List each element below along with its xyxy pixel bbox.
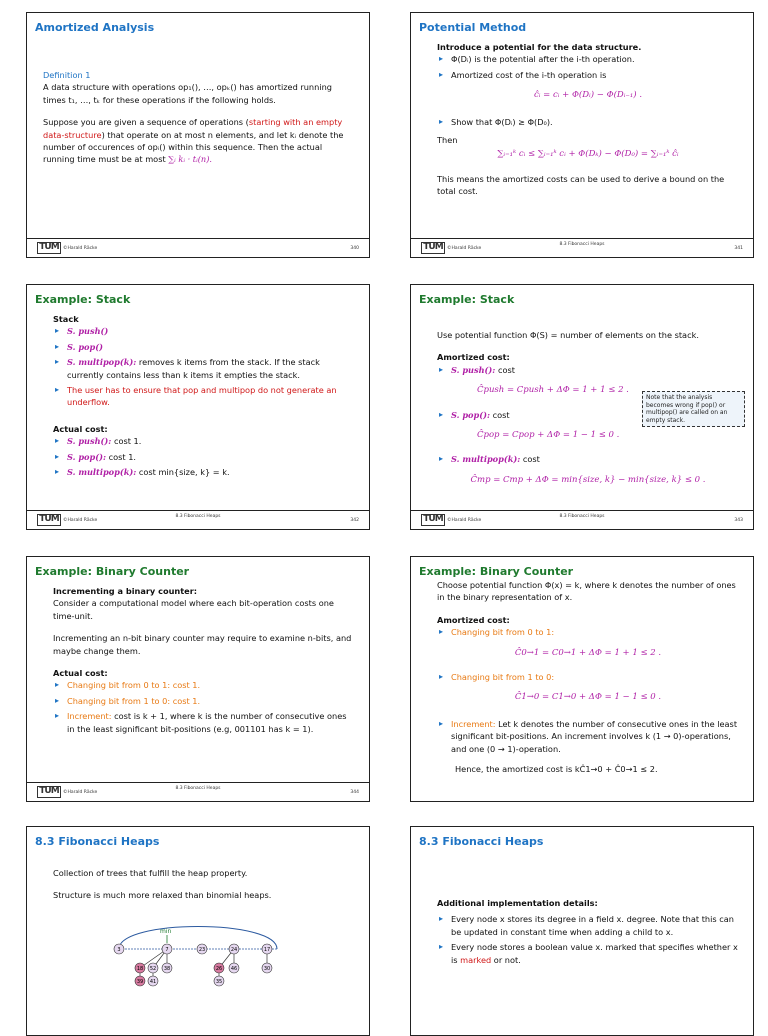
label: Increment: (67, 711, 112, 722)
author: ©Harald Räcke (447, 246, 482, 251)
highlight-text: starting with an empty data-structure (43, 117, 343, 140)
slide-binary-counter-amortized (410, 556, 754, 802)
conclusion-text: Hence, the amortized cost is kĈ1→0 + Ĉ0→1 ≤ 2. (455, 764, 658, 775)
label: Increment: (451, 718, 496, 729)
definition-text: A data structure with operations op₁(), …, opₖ() has amortized running times t₁, …, tₖ for these operations if the following holds. (43, 82, 332, 105)
definition-heading: Definition 1 (43, 70, 91, 80)
slide-title: 8.3 Fibonacci Heaps (35, 835, 160, 848)
list-item (437, 364, 739, 376)
page-number: 343 (734, 518, 743, 523)
tree-nodes (114, 944, 272, 986)
conclusion-text: This means the amortized costs can be used to derive a bound on the total cost. (437, 173, 725, 197)
slide-footer (27, 782, 369, 801)
text: Suppose you are given a sequence of operations ( (43, 117, 249, 128)
list-item: ▸ Changing bit from 0 to 1: cost 1. (53, 679, 355, 691)
slide-binary-counter (26, 556, 370, 802)
section-heading: Stack (53, 314, 79, 324)
slide-footer (27, 510, 369, 529)
bullet-list (437, 913, 739, 966)
node-label: 38 (163, 966, 171, 972)
equation: Ĉmp = Cmp + ΔΦ = min{size, k} − min{size, k} ≤ 0 . (470, 474, 706, 485)
paragraph: Structure is much more relaxed than binomial heaps. (53, 890, 272, 901)
bullet-list (437, 671, 739, 683)
highlight-text: marked (460, 954, 492, 965)
slide-footer (411, 510, 753, 529)
math-expression: S. multipop(k): (67, 467, 137, 478)
node-label: 18 (136, 966, 144, 972)
equation: Ĉpush = Cpush + ΔΦ = 1 + 1 ≤ 2 . (477, 385, 629, 396)
slide-title: Example: Stack (419, 293, 515, 306)
list-item (53, 451, 355, 463)
node-label: 23 (198, 947, 206, 953)
page-number: 340 (350, 246, 359, 251)
equation: ∑ᵢ₌₁ᵏ cᵢ ≤ ∑ᵢ₌₁ᵏ cᵢ + Φ(Dₖ) − Φ(D₀) = ∑ᵢ₌₁ᵏ ĉᵢ (497, 149, 679, 160)
section-heading: Amortized cost: (437, 352, 510, 363)
text: cost (490, 409, 510, 420)
node-label: 3 (117, 947, 121, 953)
intro-text: Introduce a potential for the data structure. (437, 42, 642, 52)
list-item: ▸ Amortized cost of the i-th operation is (437, 69, 739, 81)
slide-title: Amortized Analysis (35, 21, 155, 34)
equation: ĉᵢ = cᵢ + Φ(Dᵢ) − Φ(Dᵢ₋₁) . (533, 90, 643, 101)
bullet-list (53, 679, 355, 735)
tum-logo-icon: TUM (37, 242, 61, 254)
bullet-list (53, 325, 355, 408)
paragraph: Incrementing an n-bit binary counter may require to examine n-bits, and maybe change them. (53, 633, 352, 656)
author: ©Harald Räcke (63, 790, 98, 795)
node-label: 52 (149, 966, 157, 972)
slide-title: Example: Binary Counter (419, 565, 574, 578)
node-label: 24 (230, 947, 238, 953)
section-label: 8.3 Fibonacci Heaps (559, 514, 605, 519)
text: ) that operate on at most n elements, and let kᵢ denote the number of occurences of opᵢ() within this sequence. Then the actual running time must be at most (43, 129, 344, 165)
section-heading: Actual cost: (53, 423, 108, 434)
math-expression: S. multipop(k): (67, 357, 137, 368)
slide-amortized-analysis (26, 12, 370, 258)
slide-title: 8.3 Fibonacci Heaps (419, 835, 544, 848)
text: Then (437, 135, 458, 146)
list-item (53, 341, 355, 353)
tum-logo-icon: TUM (37, 514, 61, 526)
math-expression: ∑ᵢ kᵢ · tᵢ(n). (168, 154, 212, 165)
fibonacci-heap-diagram (27, 917, 370, 1027)
slide-footer (411, 238, 753, 257)
math-expression: S. pop() (67, 341, 103, 352)
section-heading: Incrementing a binary counter: (53, 586, 198, 596)
list-item (53, 356, 355, 381)
node-label: 17 (263, 947, 271, 953)
author: ©Harald Räcke (63, 518, 98, 523)
intro-text: Use potential function Φ(S) = number of elements on the stack. (437, 330, 699, 340)
section-heading: Additional implementation details: (437, 898, 598, 908)
text: Let k denotes the number of consecutive ones in the least significant bit-positions. An increment involves k (1 → 0)-operations, and one (0 → 1)-operation. (451, 718, 738, 754)
math-expression: S. push(): (67, 436, 112, 447)
text: removes k items from the stack. If the stack currently contains less than k items it empties the stack. (67, 357, 320, 380)
text: cost (520, 454, 540, 465)
node-label: 41 (149, 979, 157, 985)
tum-logo-icon: TUM (37, 786, 61, 798)
math-expression: S. pop(): (67, 451, 107, 462)
section-label: 8.3 Fibonacci Heaps (559, 242, 605, 247)
list-item: ▸ The user has to ensure that pop and multipop do not generate an underflow. (53, 384, 355, 409)
slide-example-stack-amortized (410, 284, 754, 530)
math-expression: S. push() (67, 326, 109, 337)
author: ©Harald Räcke (447, 518, 482, 523)
list-item: ▸ Changing bit from 1 to 0: (437, 671, 739, 683)
slide-fibonacci-heaps (26, 826, 370, 1036)
equation: Ĉpop = Cpop + ΔΦ = 1 − 1 ≤ 0 . (477, 430, 620, 441)
text: Every node stores a boolean value x. marked that specifies whether x is (451, 942, 738, 965)
slide-title: Potential Method (419, 21, 527, 34)
slide-title: Example: Stack (35, 293, 131, 306)
text: or not. (491, 954, 521, 965)
section-label: 8.3 Fibonacci Heaps (175, 786, 221, 791)
slide-title: Example: Binary Counter (35, 565, 190, 578)
slide-example-stack (26, 284, 370, 530)
tum-logo-icon: TUM (421, 242, 445, 254)
list-item (53, 325, 355, 337)
math-expression: S. push(): (451, 364, 496, 375)
math-expression: S. multipop(k): (451, 454, 521, 465)
equation: Ĉ0→1 = C0→1 + ΔΦ = 1 + 1 ≤ 2 . (514, 647, 662, 658)
page-number: 342 (350, 518, 359, 523)
list-item: ▸ Changing bit from 0 to 1: (437, 626, 739, 638)
slide-potential-method (410, 12, 754, 258)
bullet-list (437, 453, 739, 465)
paragraph: Collection of trees that fulfill the heap property. (53, 868, 248, 878)
list-item (437, 718, 739, 755)
bullet-list (437, 718, 739, 755)
section-heading: Amortized cost: (437, 614, 510, 625)
bullet-list (437, 364, 739, 376)
min-label: min (160, 928, 172, 935)
text: cost is k + 1, where k is the number of consecutive ones in the least significant bit-positions (e.g, 001101 has k = 1). (67, 711, 347, 734)
list-item (53, 710, 355, 735)
paragraph: Consider a computational model where each bit-operation costs one time-unit. (53, 598, 334, 621)
node-label: 30 (263, 966, 271, 972)
list-item (437, 941, 739, 966)
author: ©Harald Räcke (63, 246, 98, 251)
list-item (53, 466, 355, 478)
list-item: ▸ Φ(Dᵢ) is the potential after the i-th operation. (437, 53, 739, 65)
bullet-list (437, 626, 739, 638)
node-label: 46 (230, 966, 238, 972)
math-expression: S. pop(): (451, 409, 491, 420)
list-item: ▸ Every node x stores its degree in a field x. degree. Note that this can be updated in constant time when adding a child to x. (437, 913, 739, 938)
bullet-list (437, 53, 739, 81)
node-label: 35 (215, 979, 223, 985)
text: cost (495, 364, 515, 375)
text: cost 1. (106, 451, 137, 462)
section-heading: Actual cost: (53, 668, 108, 679)
node-label: 39 (136, 979, 144, 985)
page-number: 344 (350, 790, 359, 795)
slide-fibonacci-heaps-details (410, 826, 754, 1036)
bullet-list (437, 116, 739, 128)
list-item (437, 453, 739, 465)
intro-text: Choose potential function Φ(x) = k, where k denotes the number of ones in the binary representation of x. (437, 580, 736, 603)
section-label: 8.3 Fibonacci Heaps (175, 514, 221, 519)
text: cost min{size, k} = k. (136, 467, 230, 478)
paragraph (43, 116, 355, 166)
equation: Ĉ1→0 = C1→0 + ΔΦ = 1 − 1 ≤ 0 . (514, 692, 662, 703)
page-number: 341 (734, 246, 743, 251)
tum-logo-icon: TUM (421, 514, 445, 526)
list-item: ▸ Changing bit from 1 to 0: cost 1. (53, 695, 355, 707)
bullet-list (53, 435, 355, 478)
node-label: 26 (215, 966, 223, 972)
list-item: ▸ Show that Φ(Dᵢ) ≥ Φ(D₀). (437, 116, 739, 128)
text: cost 1. (111, 436, 142, 447)
note-box: Note that the analysis becomes wrong if pop() or multipop() are called on an empty stack. (642, 391, 745, 427)
slide-footer (27, 238, 369, 257)
node-label: 7 (165, 947, 169, 953)
list-item (53, 435, 355, 447)
